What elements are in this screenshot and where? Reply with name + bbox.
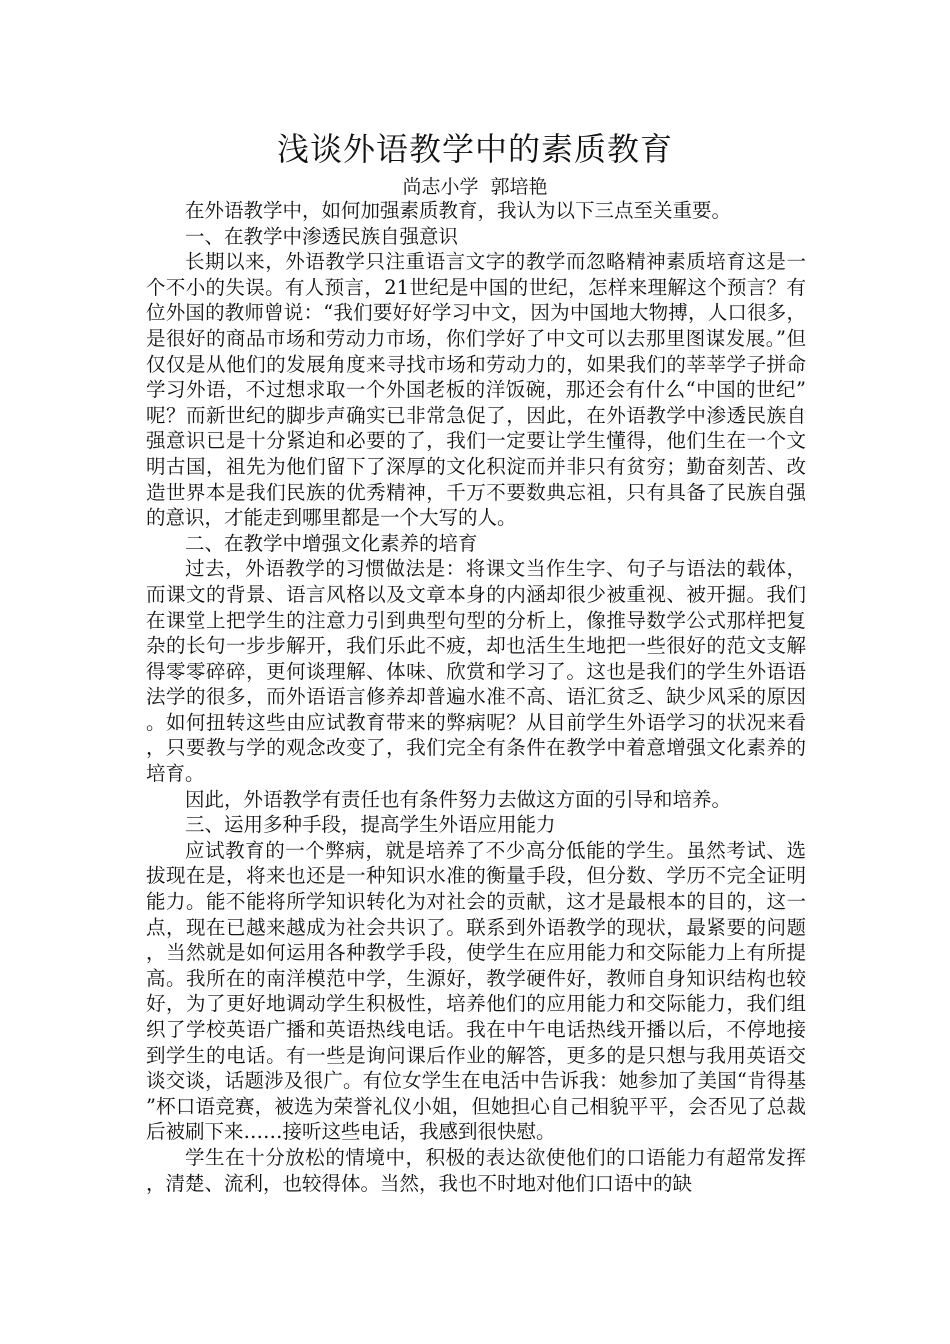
- paragraph-section-3: 应试教育的一个弊病，就是培养了不少高分低能的学生。虽然考试、选拔现在是，将来也还是一种知识水准的衡量手段，但分数、学历不完全证明能力。能不能将所学知识转化为对社会的贡献，这才是最根本的目的，这一点，现在已越来越成为社会共识了。联系到外语教学的现状，最紧要的问题，当然就是如何运用各种教学手段，使学生在应用能力和交际能力上有所提高。我所在的南洋模范中学，生源好，教学硬件好，教师自身知识结构也较好，为了更好地调动学生积极性，培养他们的应用能力和交际能力，我们组织了学校英语广播和英语热线电话。我在中午电话热线开播以后，不停地接到学生的电话。有一些是询问课后作业的解答，更多的是只想与我用英语交谈交谈，话题涉及很广。有位女学生在电活中告诉我：她参加了美国“肯得基”杯口语竞赛，被选为荣誉礼仪小姐，但她担心自己相貌平平，会否见了总裁后被刷下来……接听这些电话，我感到很快慰。: [146, 838, 806, 1144]
- document-byline: 尚志小学 郭培艳: [402, 176, 548, 198]
- paragraph-section-1: 长期以来，外语教学只注重语言文字的教学而忽略精神素质培育这是一个不小的失误。有人预言，21世纪是中国的世纪，怎样来理解这个预言？有位外国的教师曾说：“我们要好好学习中文，因为中国地大物搏，人口很多，是很好的商品市场和劳动力市场，你们学好了中文可以去那里图谋发展。”但仅仅是从他们的发展角度来寻找市场和劳动力的，如果我们的莘莘学子拼命学习外语，不过想求取一个外国老板的洋饭碗，那还会有什么“中国的世纪”呢？而新世纪的脚步声确实已非常急促了，因此，在外语教学中渗透民族自强意识已是十分紧迫和必要的了，我们一定要让学生懂得，他们生在一个文明古国，祖先为他们留下了深厚的文化积淀而并非只有贫穷；勤奋刻苦、改造世界本是我们民族的优秀精神，千万不要数典忘祖，只有具备了民族自强的意识，才能走到哪里都是一个大写的人。: [146, 250, 806, 530]
- document-title: 浅谈外语教学中的素质教育: [276, 130, 673, 168]
- section-heading-2: 二、在教学中增强文化素养的培育: [185, 531, 478, 555]
- paragraph-section-2-conclusion: 因此，外语教学有责任也有条件努力去做这方面的引导和培养。: [185, 787, 732, 811]
- paragraph-section-2: 过去，外语教学的习惯做法是：将课文当作生字、句子与语法的载体，而课文的背景、语言风格以及文章本身的内涵却很少被重视、被开掘。我们在课堂上把学生的注意力引到典型句型的分析上，像推导数学公式那样把复杂的长句一步步解开，我们乐此不疲，却也活生生地把一些很好的范文支解得零零碎碎，更何谈理解、体味、欣赏和学习了。这也是我们的学生外语语法学的很多，而外语语言修养却普遍水准不高、语汇贫乏、缺少风采的原因。如何扭转这些由应试教育带来的弊病呢？从目前学生外语学习的状况来看，只要教与学的观念改变了，我们完全有条件在教学中着意增强文化素养的培育。: [146, 557, 806, 786]
- document-body: [146, 198, 806, 1196]
- paragraph-intro: 在外语教学中，如何加强素质教育，我认为以下三点至关重要。: [185, 199, 732, 222]
- section-heading-3: 三、运用多种手段，提高学生外语应用能力: [185, 813, 556, 837]
- paragraph-section-3-continued: 学生在十分放松的情境中，积极的表达欲使他们的口语能力有超常发挥，清楚、流利，也较得体。当然，我也不时地对他们口语中的缺: [146, 1145, 806, 1195]
- section-heading-1: 一、在教学中渗透民族自强意识: [185, 224, 459, 248]
